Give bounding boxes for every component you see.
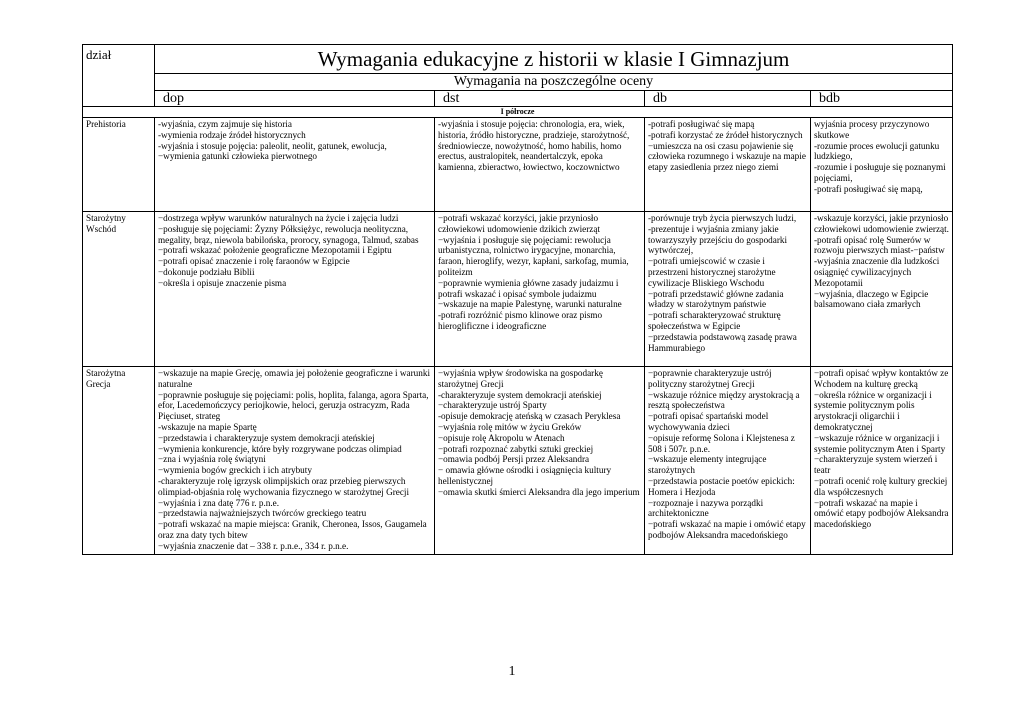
cell-bdb: wyjaśnia procesy przyczynowo skutkowe -rozumie proces ewolucji gatunku ludzkiego, -rozumie i posługuje się poznanymi pojęciami, -potrafi posługiwać się mapą, [811,118,953,212]
cell-db: -porównuje tryb życia pierwszych ludzi, -prezentuje i wyjaśnia zmiany jakie towarzyszyły przejściu do gospodarki wytwórczej, −potrafi umiejscowić w czasie i przestrzeni historycznej starożytne cywilizacje Bliskiego Wschodu −potrafi przedstawić główne zadania władzy w starożytnym państwie −potrafi scharakteryzować strukturę społeczeństwa w Egipcie −przedstawia podstawową zasadę prawa Hammurabiego [645,212,811,367]
cell-bdb: -wskazuje korzyści, jakie przyniosło człowiekowi udomowienie zwierząt. -potrafi opisać rolę Sumerów w rozwoju pierwszych miast-−państw -wyjaśnia znaczenie dla ludzkości osiągnięć cywilizacyjnych Mezopotamii −wyjaśnia, dlaczego w Egipcie balsamowano ciała zmarłych [811,212,953,367]
grade-header-bdb: bdb [811,91,953,107]
cell-dst: −potrafi wskazać korzyści, jakie przyniosło człowiekowi udomowienie dzikich zwierząt −wyjaśnia i posługuje się pojęciami: rewolucja urbanistyczna, rolnictwo irygacyjne, monarchia, faraon, hieroglify, wezyr, kapłani, sarkofag, mumia, politeizm −poprawnie wymienia główne zasady judaizmu i potrafi wskazać i opisać symbole judaizmu −wskazuje na mapie Palestynę, warunki naturalne -potrafi rozróżnić pismo klinowe oraz pismo hieroglificzne i ideograficzne [435,212,645,367]
section-starozytna-grecja: Starożytna Grecja [83,367,155,555]
dzial-header: dział [83,45,155,107]
document-title: Wymagania edukacyjne z historii w klasie I Gimnazjum [155,45,953,74]
grades-subtitle: Wymagania na poszczególne oceny [155,74,953,91]
cell-dst: -wyjaśnia i stosuje pojęcia: chronologia, era, wiek, historia, źródło historyczne, pradzieje, starożytność, średniowiecze, nowożytność, homo habilis, homo erectus, australopitek, neandertalczyk, epoka kamienna, zbieractwo, łowiectwo, koczownictwo [435,118,645,212]
cell-dop: −dostrzega wpływ warunków naturalnych na życie i zajęcia ludzi −posługuje się pojęciami: Żyzny Półksiężyc, rewolucja neolityczna, megality, brąz, niewola babilońska, prorocy, synagoga, Talmud, szabas −potrafi wskazać położenie geograficzne Mezopotamii i Egiptu −potrafi opisać znaczenie i rolę faraonów w Egipcie −dokonuje podziału Biblii −określa i opisuje znaczenie pisma [155,212,435,367]
table-row [83,212,953,367]
cell-db: −poprawnie charakteryzuje ustrój polityczny starożytnej Grecji −wskazuje różnice między arystokracją a resztą społeczeństwa −potrafi opisać spartański model wychowywania dzieci −opisuje reformę Solona i Klejstenesa z 508 i 507r. p.n.e. −wskazuje elementy integrujące starożytnych −przedstawia postacie poetów epickich: Homera i Hezjoda −rozpoznaje i nazywa porządki architektoniczne −potrafi wskazać na mapie i omówić etapy podbojów Aleksandra macedońskiego [645,367,811,555]
page-number: 1 [508,664,516,679]
grade-header-dst: dst [435,91,645,107]
semester-label: I półrocze [83,107,953,118]
cell-dop: -wyjaśnia, czym zajmuje się historia -wymienia rodzaje źródeł historycznych -wyjaśnia i stosuje pojęcia: paleolit, neolit, gatunek, ewolucja, −wymienia gatunki człowieka pierwotnego [155,118,435,212]
section-starozytny-wschod: Starożytny Wschód [83,212,155,367]
cell-db: -potrafi posługiwać się mapą -potrafi korzystać ze źródeł historycznych −umieszcza na osi czasu pojawienie się człowieka rozumnego i wskazuje na mapie etapy zasiedlenia przez niego ziemi [645,118,811,212]
grade-header-dop: dop [155,91,435,107]
cell-dst: −wyjaśnia wpływ środowiska na gospodarkę starożytnej Grecji -charakteryzuje system demokracji ateńskiej −charakteryzuje ustrój Sparty -opisuje demokrację ateńską w czasach Peryklesa −wyjaśnia rolę mitów w życiu Greków −opisuje rolę Akropolu w Atenach −potrafi rozpoznać zabytki sztuki greckiej −omawia podbój Persji przez Aleksandra − omawia główne ośrodki i osiągnięcia kultury hellenistycznej −omawia skutki śmierci Aleksandra dla jego imperium [435,367,645,555]
table-row [83,118,953,212]
section-prehistoria: Prehistoria [83,118,155,212]
requirements-table [82,44,953,555]
grade-header-db: db [645,91,811,107]
table-row [83,367,953,555]
cell-dop: −wskazuje na mapie Grecję, omawia jej położenie geograficzne i warunki naturalne −poprawnie posługuje się pojęciami: polis, hoplita, falanga, agora Sparta, efor, Lacedemończycy periojkowie, heloci, geruzja ostracyzm, Rada Pięciuset, strateg -wskazuje na mapie Spartę −przedstawia i charakteryzuje system demokracji ateńskiej −wymienia konkurencje, które były rozgrywane podczas olimpiad −zna i wyjaśnia rolę świątyni −wymienia bogów greckich i ich atrybuty -charakteryzuje rolę igrzysk olimpijskich oraz przebieg pierwszych olimpiad-objaśnia rolę wychowania fizycznego w starożytnej Grecji −wyjaśnia i zna datę 776 r. p.n.e. −przedstawia najważniejszych twórców greckiego teatru −potrafi wskazać na mapie miejsca: Granik, Cheronea, Issos, Gaugamela oraz zna daty tych bitew −wyjaśnia znaczenie dat – 338 r. p.n.e., 334 r. p.n.e. [155,367,435,555]
cell-bdb: −potrafi opisać wpływ kontaktów ze Wchodem na kulturę grecką −określa różnice w organizacji i systemie politycznym polis arystokracji oligarchii i demokratycznej −wskazuje różnice w organizacji i systemie politycznym Aten i Sparty −charakteryzuje system wierzeń i teatr −potrafi ocenić rolę kultury greckiej dla współczesnych −potrafi wskazać na mapie i omówić etapy podbojów Aleksandra macedońskiego [811,367,953,555]
